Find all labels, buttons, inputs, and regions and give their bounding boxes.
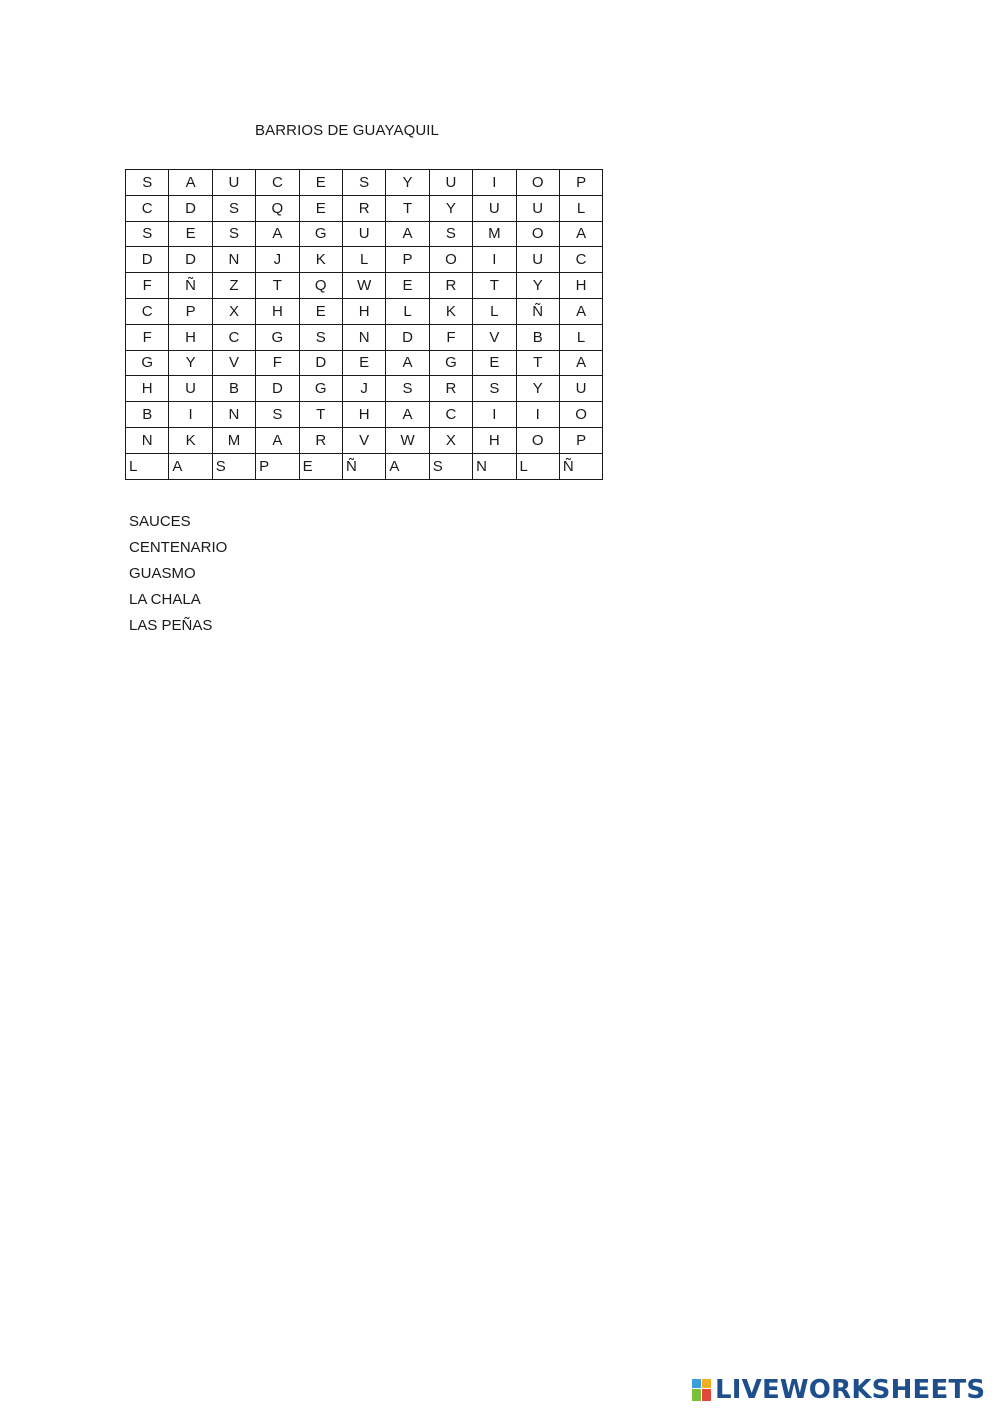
grid-cell: L (516, 453, 559, 479)
grid-row (126, 376, 603, 402)
grid-cell: X (212, 298, 255, 324)
grid-cell: C (429, 402, 472, 428)
grid-cell: I (473, 402, 516, 428)
grid-row (126, 247, 603, 273)
grid-cell: K (299, 247, 342, 273)
grid-cell: N (473, 453, 516, 479)
grid-cell: D (386, 324, 429, 350)
liveworksheets-logo-icon (692, 1378, 712, 1402)
grid-cell: R (342, 195, 385, 221)
grid-cell: F (126, 273, 169, 299)
grid-cell: Ñ (559, 453, 602, 479)
grid-cell: E (299, 453, 342, 479)
grid-cell: S (126, 221, 169, 247)
grid-cell: L (126, 453, 169, 479)
grid-cell: H (169, 324, 212, 350)
grid-cell: S (256, 402, 299, 428)
grid-cell: P (256, 453, 299, 479)
grid-cell: B (516, 324, 559, 350)
grid-cell: O (429, 247, 472, 273)
grid-cell: S (212, 453, 255, 479)
grid-cell: E (169, 221, 212, 247)
grid-row (126, 324, 603, 350)
grid-cell: S (126, 170, 169, 196)
grid-cell: P (559, 170, 602, 196)
grid-cell: V (212, 350, 255, 376)
grid-cell: E (386, 273, 429, 299)
grid-cell: Y (169, 350, 212, 376)
word-list-item: LA CHALA (129, 591, 201, 608)
grid-cell: M (473, 221, 516, 247)
word-list (129, 509, 227, 639)
grid-cell: Ñ (342, 453, 385, 479)
grid-row (126, 273, 603, 299)
grid-cell: S (212, 195, 255, 221)
grid-cell: Z (212, 273, 255, 299)
grid-cell: A (386, 402, 429, 428)
grid-cell: K (169, 427, 212, 453)
grid-cell: U (429, 170, 472, 196)
grid-cell: U (516, 247, 559, 273)
grid-cell: H (342, 298, 385, 324)
grid-cell: N (342, 324, 385, 350)
grid-cell: C (212, 324, 255, 350)
grid-cell: U (516, 195, 559, 221)
word-search-grid (125, 169, 603, 480)
grid-row (126, 195, 603, 221)
word-list-item: CENTENARIO (129, 539, 228, 556)
grid-cell: C (256, 170, 299, 196)
grid-row (126, 350, 603, 376)
grid-cell: G (126, 350, 169, 376)
grid-cell: Y (386, 170, 429, 196)
grid-cell: H (342, 402, 385, 428)
grid-cell: A (559, 350, 602, 376)
grid-cell: M (212, 427, 255, 453)
grid-cell: N (212, 402, 255, 428)
grid-cell: H (126, 376, 169, 402)
grid-cell: O (516, 170, 559, 196)
grid-cell: A (386, 453, 429, 479)
grid-cell: E (342, 350, 385, 376)
grid-cell: E (299, 195, 342, 221)
grid-cell: B (126, 402, 169, 428)
grid-cell: C (559, 247, 602, 273)
grid-cell: F (126, 324, 169, 350)
grid-cell: R (299, 427, 342, 453)
grid-cell: Ñ (516, 298, 559, 324)
grid-cell: Q (256, 195, 299, 221)
grid-cell: S (342, 170, 385, 196)
grid-cell: D (256, 376, 299, 402)
grid-cell: E (299, 170, 342, 196)
grid-cell: W (342, 273, 385, 299)
grid-cell: S (299, 324, 342, 350)
grid-cell: G (429, 350, 472, 376)
grid-cell: A (386, 350, 429, 376)
grid-cell: A (256, 427, 299, 453)
word-list-item: SAUCES (129, 513, 191, 530)
grid-cell: D (169, 247, 212, 273)
grid-cell: J (342, 376, 385, 402)
grid-cell: O (516, 221, 559, 247)
grid-cell: P (386, 247, 429, 273)
grid-cell: Ñ (169, 273, 212, 299)
grid-cell: H (473, 427, 516, 453)
grid-cell: A (169, 170, 212, 196)
grid-cell: O (516, 427, 559, 453)
grid-cell: D (169, 195, 212, 221)
grid-cell: Y (516, 273, 559, 299)
grid-row (126, 402, 603, 428)
grid-cell: W (386, 427, 429, 453)
grid-cell: F (429, 324, 472, 350)
grid-cell: A (559, 298, 602, 324)
grid-cell: D (126, 247, 169, 273)
word-list-item: LAS PEÑAS (129, 617, 213, 634)
grid-cell: N (212, 247, 255, 273)
word-list-item: GUASMO (129, 565, 196, 582)
grid-cell: H (256, 298, 299, 324)
grid-cell: U (212, 170, 255, 196)
grid-cell: S (473, 376, 516, 402)
grid-cell: I (516, 402, 559, 428)
grid-cell: L (342, 247, 385, 273)
grid-cell: Y (516, 376, 559, 402)
grid-cell: T (473, 273, 516, 299)
grid-cell: U (169, 376, 212, 402)
grid-cell: S (212, 221, 255, 247)
grid-cell: B (212, 376, 255, 402)
grid-cell: A (169, 453, 212, 479)
grid-cell: J (256, 247, 299, 273)
grid-row (126, 453, 603, 479)
grid-cell: K (429, 298, 472, 324)
grid-cell: U (473, 195, 516, 221)
grid-cell: A (386, 221, 429, 247)
grid-row (126, 427, 603, 453)
grid-cell: A (256, 221, 299, 247)
grid-cell: T (386, 195, 429, 221)
grid-cell: L (386, 298, 429, 324)
grid-cell: H (559, 273, 602, 299)
grid-cell: S (386, 376, 429, 402)
grid-cell: R (429, 273, 472, 299)
grid-cell: E (473, 350, 516, 376)
worksheet-title: BARRIOS DE GUAYAQUIL (255, 122, 439, 139)
grid-cell: A (559, 221, 602, 247)
grid-cell: V (473, 324, 516, 350)
grid-cell: S (429, 221, 472, 247)
grid-row (126, 221, 603, 247)
grid-cell: E (299, 298, 342, 324)
grid-cell: L (559, 195, 602, 221)
grid-cell: X (429, 427, 472, 453)
grid-cell: T (299, 402, 342, 428)
grid-cell: I (169, 402, 212, 428)
liveworksheets-wordmark: LIVEWORKSHEETS (715, 1375, 986, 1405)
grid-cell: U (342, 221, 385, 247)
grid-cell: C (126, 298, 169, 324)
grid-cell: P (169, 298, 212, 324)
grid-cell: T (516, 350, 559, 376)
grid-cell: U (559, 376, 602, 402)
grid-cell: P (559, 427, 602, 453)
grid-cell: O (559, 402, 602, 428)
liveworksheets-logo (692, 1373, 985, 1407)
grid-cell: I (473, 247, 516, 273)
grid-cell: S (429, 453, 472, 479)
grid-cell: V (342, 427, 385, 453)
grid-row (126, 298, 603, 324)
grid-row (126, 170, 603, 196)
grid-cell: G (256, 324, 299, 350)
grid-cell: C (126, 195, 169, 221)
grid-cell: L (559, 324, 602, 350)
grid-cell: F (256, 350, 299, 376)
grid-cell: D (299, 350, 342, 376)
grid-cell: N (126, 427, 169, 453)
grid-cell: L (473, 298, 516, 324)
grid-cell: I (473, 170, 516, 196)
grid-cell: R (429, 376, 472, 402)
grid-cell: G (299, 376, 342, 402)
grid-cell: Q (299, 273, 342, 299)
grid-cell: G (299, 221, 342, 247)
grid-cell: Y (429, 195, 472, 221)
grid-cell: T (256, 273, 299, 299)
